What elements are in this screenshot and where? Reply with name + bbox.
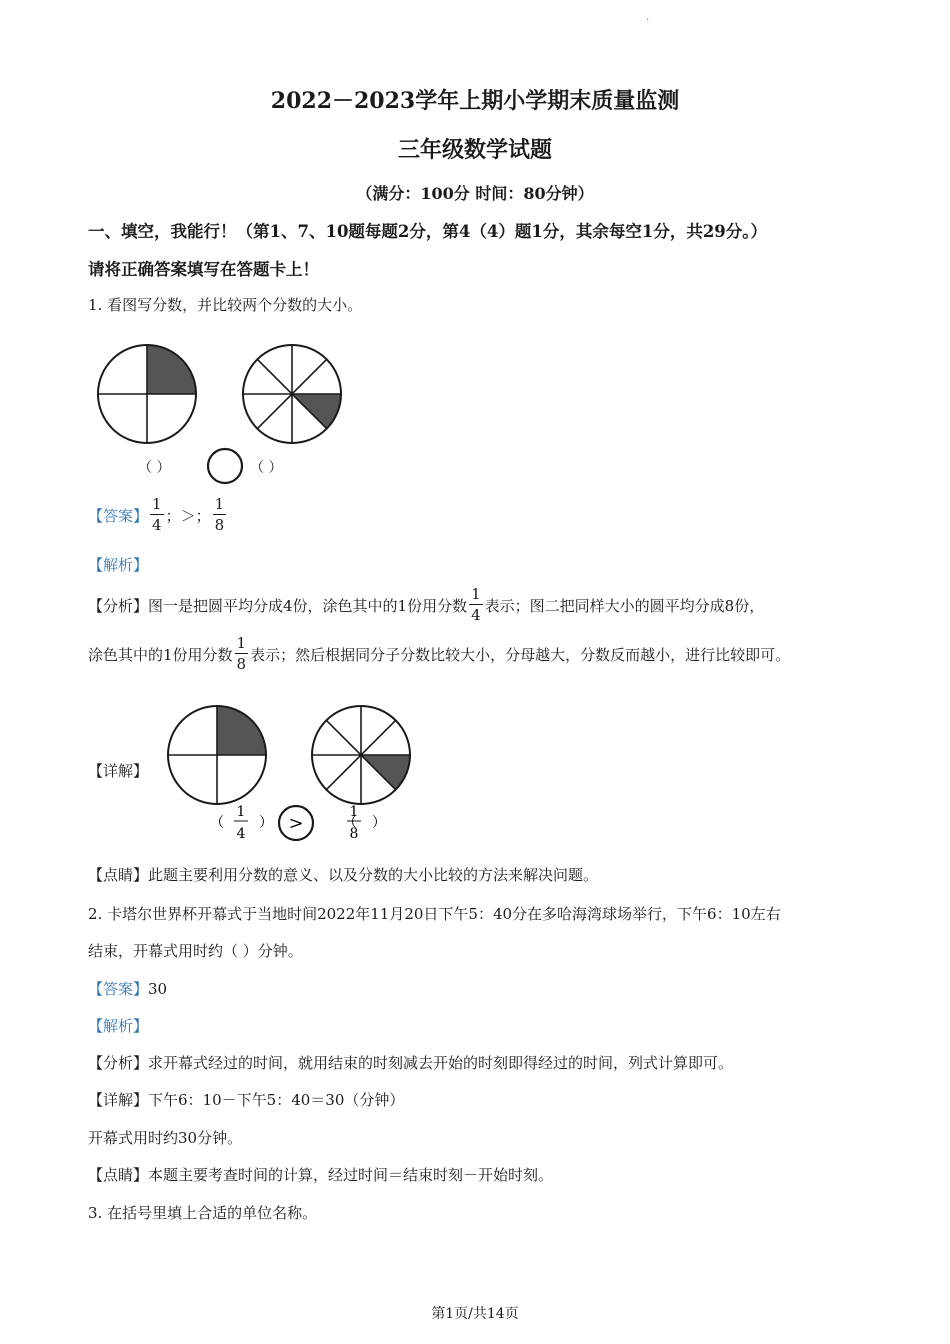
question-2-line1: 2. 卡塔尔世界杯开幕式于当地时间2022年11月20日下午5：40分在多哈海湾球场举行，下午6：10左右: [88, 905, 781, 923]
q1-comment: 【点睛】此题主要利用分数的意义、以及分数的大小比较的方法来解决问题。: [88, 866, 599, 884]
dot-mark: .: [646, 12, 650, 23]
detail-tag: 【详解】: [88, 762, 149, 780]
question-3-text: 3. 在括号里填上合适的单位名称。: [88, 1204, 318, 1222]
analysis-text: 表示；图二把同样大小的圆平均分成8份，: [484, 596, 765, 615]
q2-answer: 【答案】30: [88, 980, 168, 998]
svg-text:（: （: [210, 815, 224, 831]
analysis-tag: 【分析】: [88, 596, 149, 615]
detail-circle-eighths: [312, 706, 410, 804]
detail-frac2-num: 1: [349, 804, 359, 820]
detail-circle-quarters: [168, 706, 266, 804]
q2-analysis: 【分析】求开幕式经过的时间，就用结束的时刻减去开始的时刻即得经过的时间，列式计算即可。: [88, 1054, 734, 1072]
q1-detail-figure: [160, 698, 420, 848]
analysis-fraction-2: $\frac{1}{8}$: [236, 634, 247, 673]
q1-analysis-line1: [88, 587, 764, 623]
svg-text:）: ）: [372, 815, 386, 831]
question-1-text: 1. 看图写分数，并比较两个分数的大小。: [88, 296, 363, 314]
exam-score-time: （满分：100分 时间：80分钟）: [356, 184, 594, 203]
exam-title: 2022－2023学年上期小学期末质量监测: [270, 88, 680, 114]
q1-figure: [88, 335, 368, 490]
detail-frac1-num: 1: [236, 804, 246, 820]
q2-detail: 【详解】下午6：10－下午5：40＝30（分钟）: [88, 1091, 405, 1109]
circle-eighths-figure: [243, 345, 341, 443]
q1-blank-right: （ ）: [250, 460, 283, 476]
answer-fraction-1: $\frac{1}{4}$: [152, 495, 162, 534]
jiexi-tag: 【解析】: [88, 556, 149, 574]
section-instruction: 请将正确答案填写在答题卡上！: [88, 260, 319, 279]
section-heading: 一、填空，我能行！（第1、7、10题每题2分，第4（4）题1分，其余每空1分，共29分。）: [88, 222, 768, 241]
answer-symbol: ＞: [180, 506, 196, 525]
analysis-text: 表示；然后根据同分子分数比较大小，分母越大，分数反而越小，进行比较即可。: [250, 645, 791, 664]
q1-analysis-line2: [88, 636, 790, 672]
q2-detail-line2: 开幕式用时约30分钟。: [88, 1129, 243, 1147]
answer-separator: ；: [195, 506, 211, 525]
q2-comment: 【点睛】本题主要考查时间的计算，经过时间＝结束时刻－开始时刻。: [88, 1166, 554, 1184]
answer-separator: ；: [165, 506, 181, 525]
compare-circle: [208, 449, 242, 483]
q1-blank-left: （ ）: [138, 460, 171, 476]
detail-frac1-den: 4: [236, 826, 246, 842]
svg-text:）: ）: [259, 815, 273, 831]
question-2-line2: 结束，开幕式用时约（ ）分钟。: [88, 942, 303, 960]
page-number: 第1页/共14页: [431, 1306, 519, 1322]
answer-fraction-2: $\frac{1}{8}$: [214, 495, 225, 534]
q2-jiexi-tag: 【解析】: [88, 1017, 149, 1035]
detail-compare-symbol: >: [288, 813, 304, 834]
analysis-text: 涂色其中的1份用分数: [88, 645, 233, 664]
analysis-fraction-1: $\frac{1}{4}$: [471, 585, 481, 624]
detail-frac2-den: 8: [349, 826, 359, 842]
exam-subtitle: 三年级数学试题: [397, 137, 552, 163]
q1-answer-line: [88, 497, 228, 533]
analysis-text: 图一是把圆平均分成4份，涂色其中的1份用分数: [148, 596, 468, 615]
circle-quarters-figure: [98, 345, 196, 443]
answer-tag: 【答案】: [88, 506, 149, 525]
svg-text:（: （: [343, 815, 357, 831]
